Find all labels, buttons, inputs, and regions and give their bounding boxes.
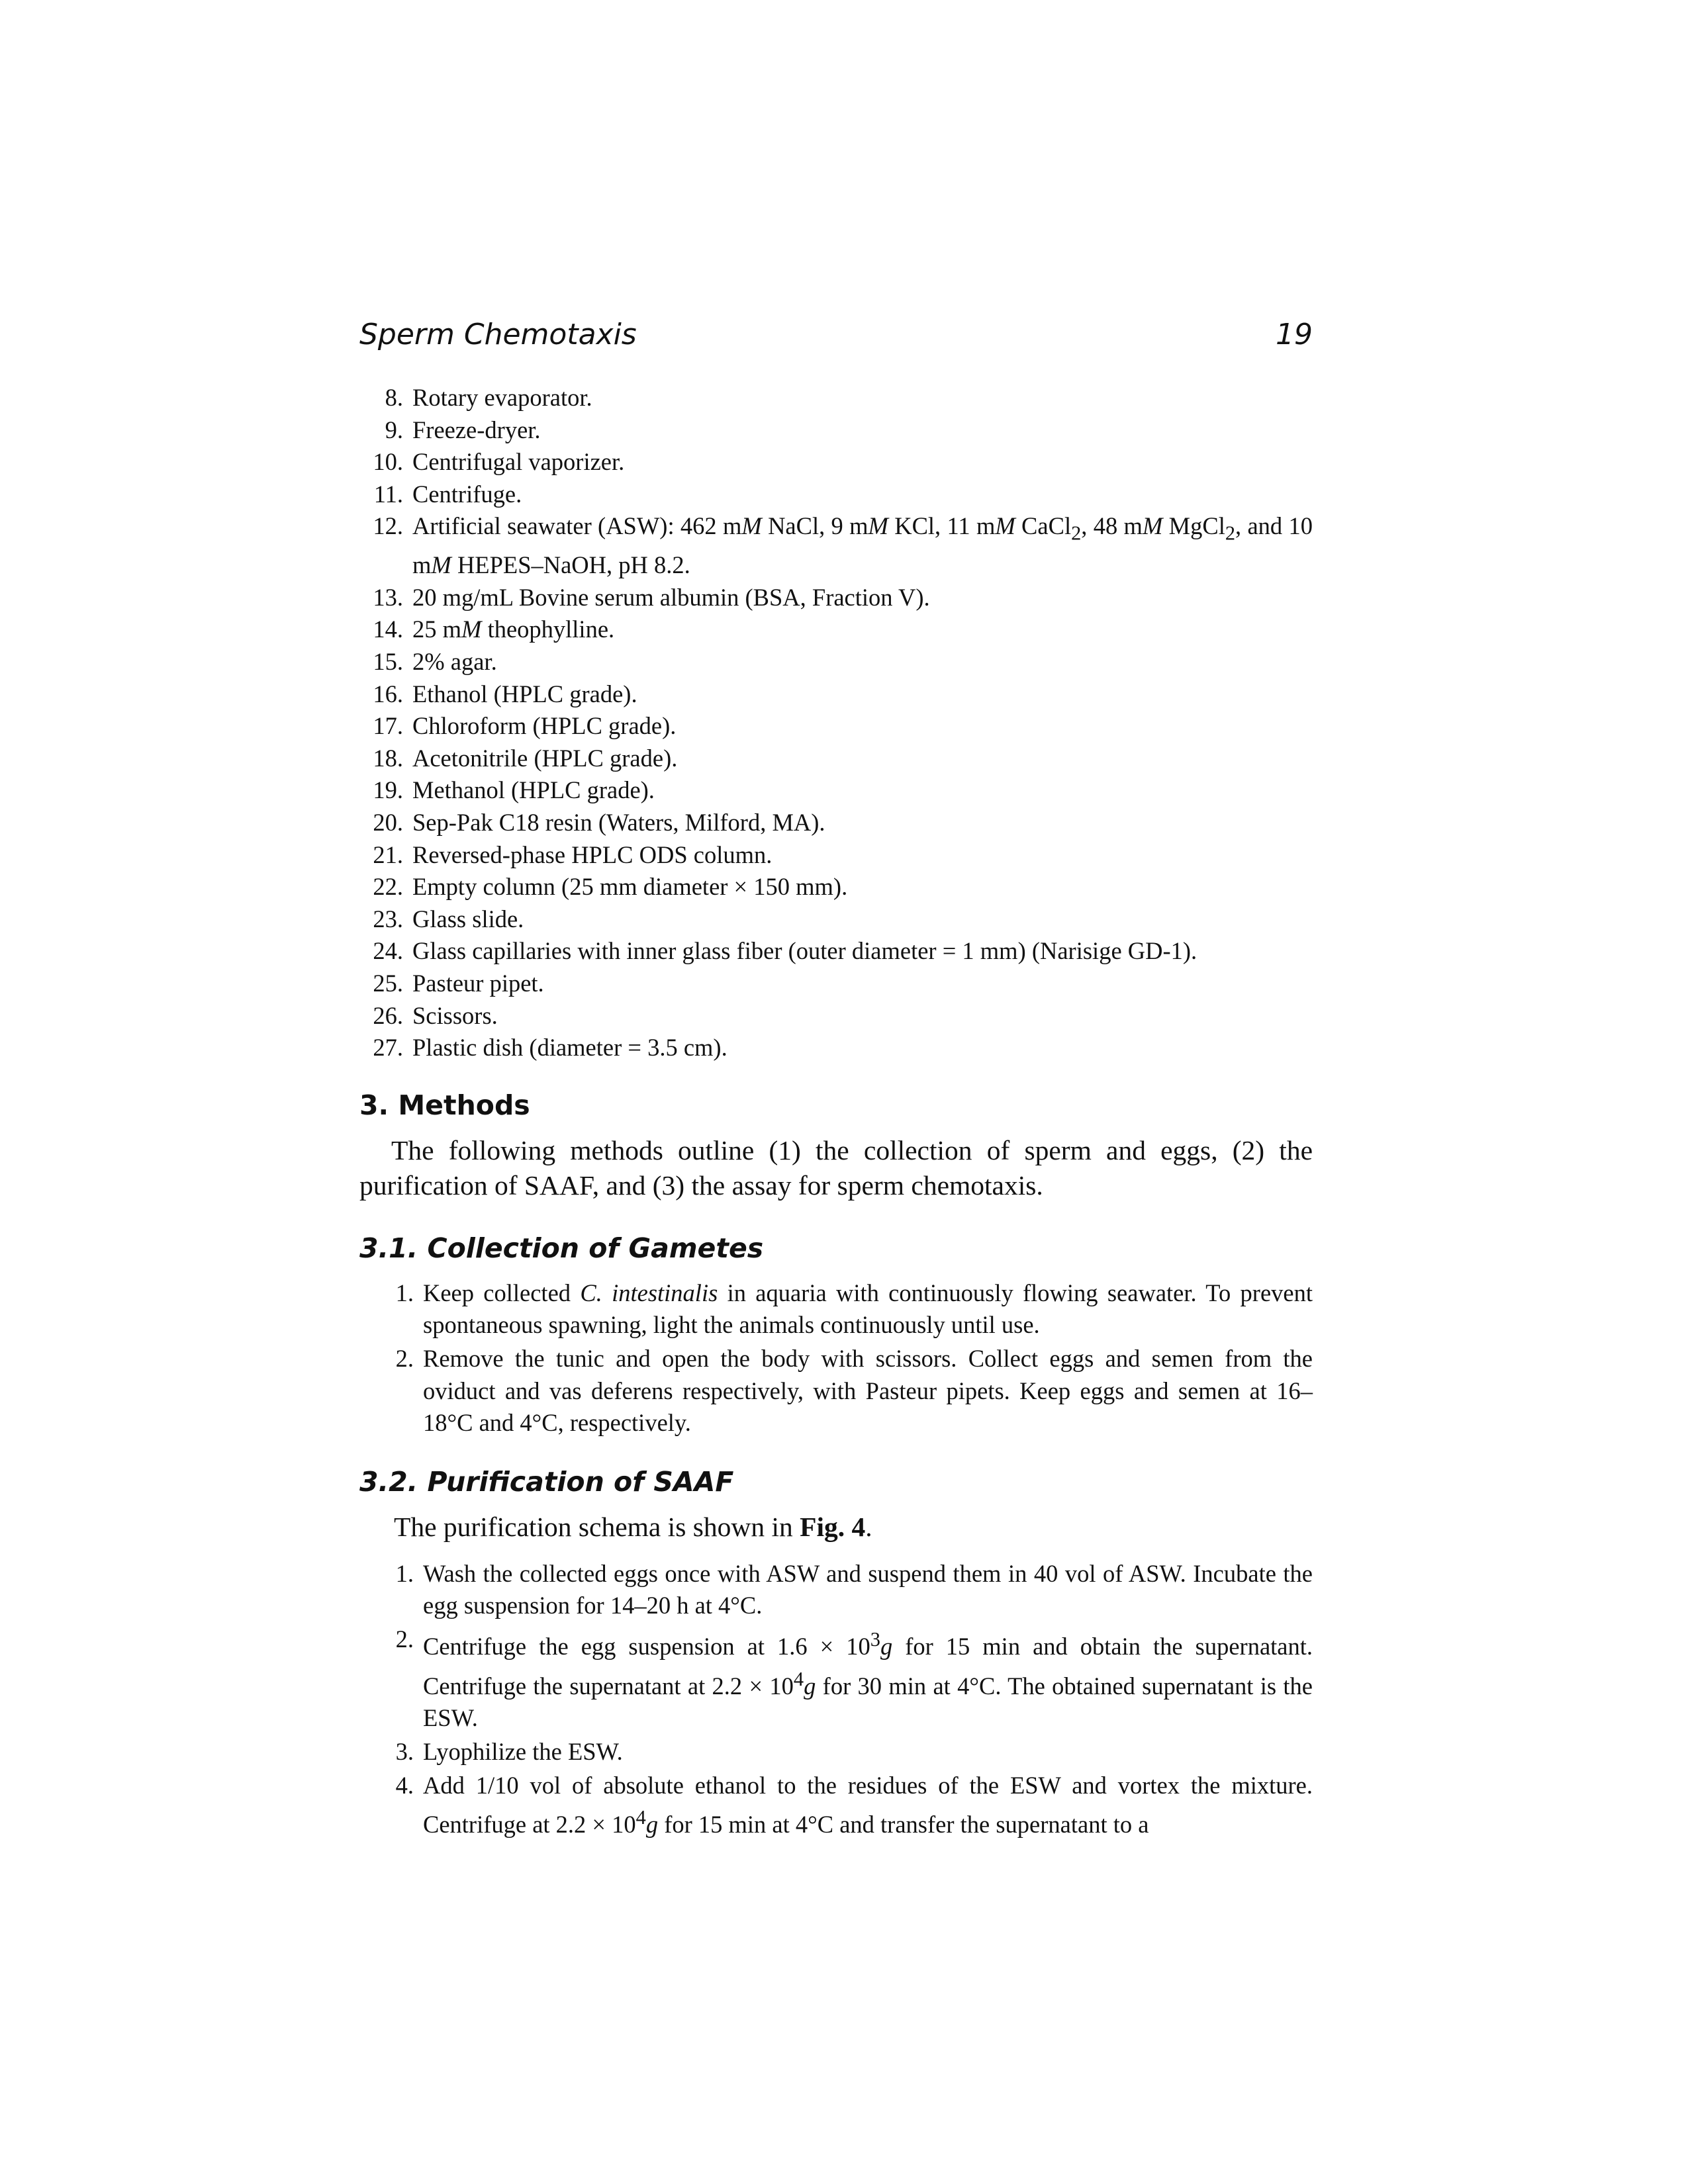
text-run: , 48 m [1081, 512, 1143, 540]
item-text: Plastic dish (diameter = 3.5 cm). [412, 1034, 727, 1062]
subsection-heading-collection: 3.1. Collection of Gametes [359, 1232, 764, 1264]
item-number: 1. [395, 1559, 414, 1587]
list-item [359, 1000, 1313, 1032]
item-text: 2% agar. [412, 648, 497, 676]
unit-molar: M [461, 615, 482, 643]
text-run: KCl, 11 m [888, 512, 996, 540]
item-number: 17. [373, 712, 403, 740]
list-item [359, 903, 1313, 936]
section-heading-methods: 3. Methods [359, 1089, 530, 1121]
list-item [359, 1343, 1313, 1439]
item-number: 3. [395, 1738, 414, 1766]
running-title: Sperm Chemotaxis [359, 318, 637, 351]
list-item [359, 1770, 1313, 1841]
text-run: NaCl, 9 m [761, 512, 868, 540]
figure-reference: Fig. 4 [800, 1511, 866, 1542]
item-number: 26. [373, 1001, 403, 1029]
item-text [423, 1623, 1313, 1735]
unit-molar: M [741, 512, 762, 540]
list-item [359, 871, 1313, 903]
list-item [359, 710, 1313, 743]
item-text: Centrifugal vaporizer. [412, 448, 625, 476]
species-name: C. intestinalis [580, 1279, 718, 1306]
item-number: 9. [385, 416, 403, 443]
subsection-heading-purification: 3.2. Purification of SAAF [359, 1465, 734, 1498]
item-text: Rotary evaporator. [412, 384, 592, 411]
item-number: 23. [373, 905, 403, 933]
item-number: 19. [373, 776, 403, 804]
list-item [359, 1558, 1313, 1622]
item-number: 4. [395, 1771, 414, 1799]
unit-molar: M [431, 551, 451, 579]
list-item [359, 935, 1313, 968]
methods-intro-paragraph: The following methods outline (1) the collection of sperm and eggs, (2) the purification of SAAF, and (3) the assay for sperm chemotaxis. [359, 1134, 1313, 1201]
item-text: Wash the collected eggs once with ASW and suspend them in 40 vol of ASW. Incubate the egg suspension for 14–20 h at 4°C. [423, 1559, 1313, 1619]
item-text: Freeze-dryer. [412, 416, 541, 443]
text-run: HEPES–NaOH, pH 8.2. [451, 551, 690, 579]
item-number: 13. [373, 583, 403, 611]
item-number: 1. [395, 1279, 414, 1306]
item-number: 12. [373, 512, 403, 540]
item-text: 20 mg/mL Bovine serum albumin (BSA, Fraction V). [412, 583, 930, 611]
page-number: 19 [1276, 318, 1313, 351]
text-run: The purification schema is shown in [394, 1511, 800, 1542]
text-run: Add 1/10 vol of absolute ethanol to the residues of the ESW and vortex the mixture. Centrifuge at 2.2 × 10 [423, 1771, 1313, 1839]
item-text: Centrifuge. [412, 480, 522, 508]
exponent: 3 [870, 1627, 880, 1651]
item-number: 20. [373, 809, 403, 837]
list-item [359, 646, 1313, 678]
text-run: . [865, 1511, 872, 1542]
item-text [423, 1770, 1313, 1841]
item-text: Acetonitrile (HPLC grade). [412, 744, 678, 772]
text-run: for 15 min at 4°C and transfer the supernatant to a [658, 1811, 1149, 1839]
list-item [359, 414, 1313, 447]
item-number: 22. [373, 873, 403, 901]
unit-g: g [645, 1811, 659, 1839]
list-item [359, 1623, 1313, 1735]
list-item [359, 1736, 1313, 1768]
collection-steps-list [359, 1277, 1313, 1439]
item-text: Ethanol (HPLC grade). [412, 680, 637, 707]
unit-molar: M [1142, 512, 1163, 540]
item-text: Reversed-phase HPLC ODS column. [412, 841, 773, 868]
text-run: CaCl [1015, 512, 1072, 540]
list-item [359, 839, 1313, 872]
list-item [359, 968, 1313, 1000]
text-run: , and 10 m [412, 512, 1313, 579]
list-item [359, 478, 1313, 511]
unit-molar: M [995, 512, 1015, 540]
text-run: in aquaria with continuously flowing seawater. To prevent spontaneous spawning, light the animals continuously until use. [423, 1279, 1313, 1339]
item-number: 10. [373, 448, 403, 476]
item-number: 2. [395, 1625, 414, 1653]
item-number: 8. [385, 384, 403, 411]
list-item [359, 774, 1313, 807]
text-run: 25 m [412, 615, 462, 643]
item-text: Glass capillaries with inner glass fiber (outer diameter = 1 mm) (Narisige GD-1). [412, 937, 1197, 965]
running-header [359, 318, 1313, 351]
item-text [412, 614, 1313, 646]
text-run: theophylline. [481, 615, 615, 643]
list-item [359, 614, 1313, 646]
text-run: for 15 min and obtain the supernatant. Centrifuge the supernatant at 2.2 × 10 [423, 1633, 1313, 1700]
item-text: Pasteur pipet. [412, 969, 544, 997]
item-text: Scissors. [412, 1001, 498, 1029]
exponent: 4 [635, 1806, 646, 1829]
unit-molar: M [868, 512, 888, 540]
list-item [359, 446, 1313, 478]
list-item [359, 807, 1313, 839]
subscript: 2 [1071, 522, 1082, 545]
list-item [359, 1277, 1313, 1342]
exponent: 4 [793, 1667, 804, 1690]
item-text: Lyophilize the ESW. [423, 1738, 623, 1766]
list-item [359, 1032, 1313, 1064]
item-text: Empty column (25 mm diameter × 150 mm). [412, 873, 848, 901]
item-text [423, 1277, 1313, 1342]
item-text: Glass slide. [412, 905, 524, 933]
text-run: Artificial seawater (ASW): 462 m [412, 512, 742, 540]
item-number: 18. [373, 744, 403, 772]
item-text: Methanol (HPLC grade). [412, 776, 655, 804]
item-number: 15. [373, 648, 403, 676]
schema-sentence [359, 1510, 1313, 1545]
text-run: for 30 min at 4°C. The obtained supernatant is the ESW. [423, 1672, 1313, 1732]
item-text: Sep-Pak C18 resin (Waters, Milford, MA). [412, 809, 825, 837]
item-text: Chloroform (HPLC grade). [412, 712, 677, 740]
item-number: 14. [373, 615, 403, 643]
unit-g: g [804, 1672, 816, 1700]
item-text [412, 510, 1313, 581]
text-run: MgCl [1162, 512, 1225, 540]
item-number: 16. [373, 680, 403, 707]
list-item [359, 678, 1313, 711]
text-run: Keep collected [423, 1279, 581, 1306]
unit-g: g [880, 1633, 893, 1661]
list-item [359, 510, 1313, 581]
item-number: 11. [373, 480, 403, 508]
subscript: 2 [1225, 522, 1236, 545]
item-number: 24. [373, 937, 403, 965]
list-item [359, 743, 1313, 775]
document-page [359, 318, 1313, 1841]
item-number: 25. [373, 969, 403, 997]
purification-steps-list [359, 1558, 1313, 1841]
item-text: Remove the tunic and open the body with scissors. Collect eggs and semen from the oviduct and vas deferens respectively, with Pasteur pipets. Keep eggs and semen at 16–18°C and 4°C, respectively. [423, 1344, 1313, 1437]
item-number: 21. [373, 841, 403, 868]
item-number: 2. [395, 1344, 414, 1372]
text-run: Centrifuge the egg suspension at 1.6 × 10 [423, 1633, 870, 1661]
item-number: 27. [373, 1034, 403, 1062]
list-item [359, 582, 1313, 614]
list-item [359, 382, 1313, 414]
materials-list [359, 382, 1313, 1064]
